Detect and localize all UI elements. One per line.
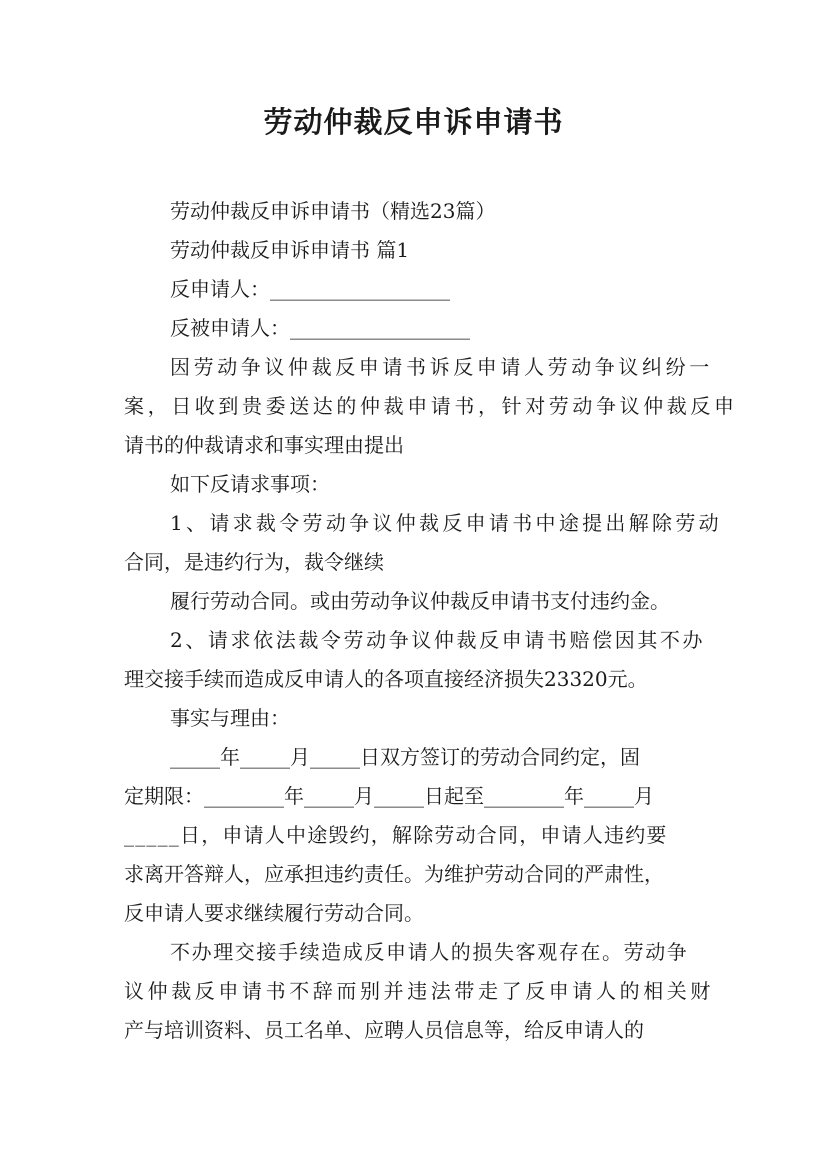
paragraph-line: 产与培训资料、员工名单、应聘人员信息等，给反申请人的 xyxy=(124,1018,644,1042)
paragraph-line: 劳动仲裁反申诉申请书（精选23篇） xyxy=(170,199,496,223)
paragraph-line: 反申请人要求继续履行劳动合同。 xyxy=(124,901,424,925)
paragraph-line: 不办理交接手续造成反申请人的损失客观存在。劳动争 xyxy=(170,940,689,964)
paragraph-line: 如下反请求事项： xyxy=(170,472,330,496)
paragraph-line: 合同，是违约行为，裁令继续 xyxy=(124,550,384,574)
paragraph-line: 案，日收到贵委送达的仲裁申请书，针对劳动争议仲裁反申 xyxy=(124,394,738,418)
paragraph-line: 事实与理由： xyxy=(170,706,290,730)
paragraph-line: 2、请求依法裁令劳动争议仲裁反申请书赔偿因其不办 xyxy=(170,628,706,652)
paragraph-line: 议仲裁反申请书不辞而别并违法带走了反申请人的相关财 xyxy=(124,979,714,1003)
paragraph-line: _____年_____月_____日双方签订的劳动合同约定，固 xyxy=(170,745,640,769)
paragraph-line: 反被申请人：__________________ xyxy=(170,316,470,340)
paragraph-line: _____日，申请人中途毁约，解除劳动合同，申请人违约要 xyxy=(124,823,668,847)
paragraph-line: 理交接手续而造成反申请人的各项直接经济损失23320元。 xyxy=(124,667,648,691)
paragraph-line: 求离开答辩人，应承担违约责任。为维护劳动合同的严肃性， xyxy=(124,862,664,886)
paragraph-line: 因劳动争议仲裁反申请书诉反申请人劳动争议纠纷一 xyxy=(170,355,713,379)
paragraph-line: 履行劳动合同。或由劳动争议仲裁反申请书支付违约金。 xyxy=(170,589,670,613)
paragraph-line: 劳动仲裁反申诉申请书 篇1 xyxy=(170,238,410,262)
document-title: 劳动仲裁反申诉申请书 xyxy=(263,105,564,139)
paragraph-line: 请书的仲裁请求和事实理由提出 xyxy=(124,433,404,457)
paragraph-line: 反申请人：__________________ xyxy=(170,277,450,301)
paragraph-line: 定期限：________年_____月_____日起至________年_____月 xyxy=(124,784,654,808)
paragraph-line: 1、请求裁令劳动争议仲裁反申请书中途提出解除劳动 xyxy=(170,511,722,535)
